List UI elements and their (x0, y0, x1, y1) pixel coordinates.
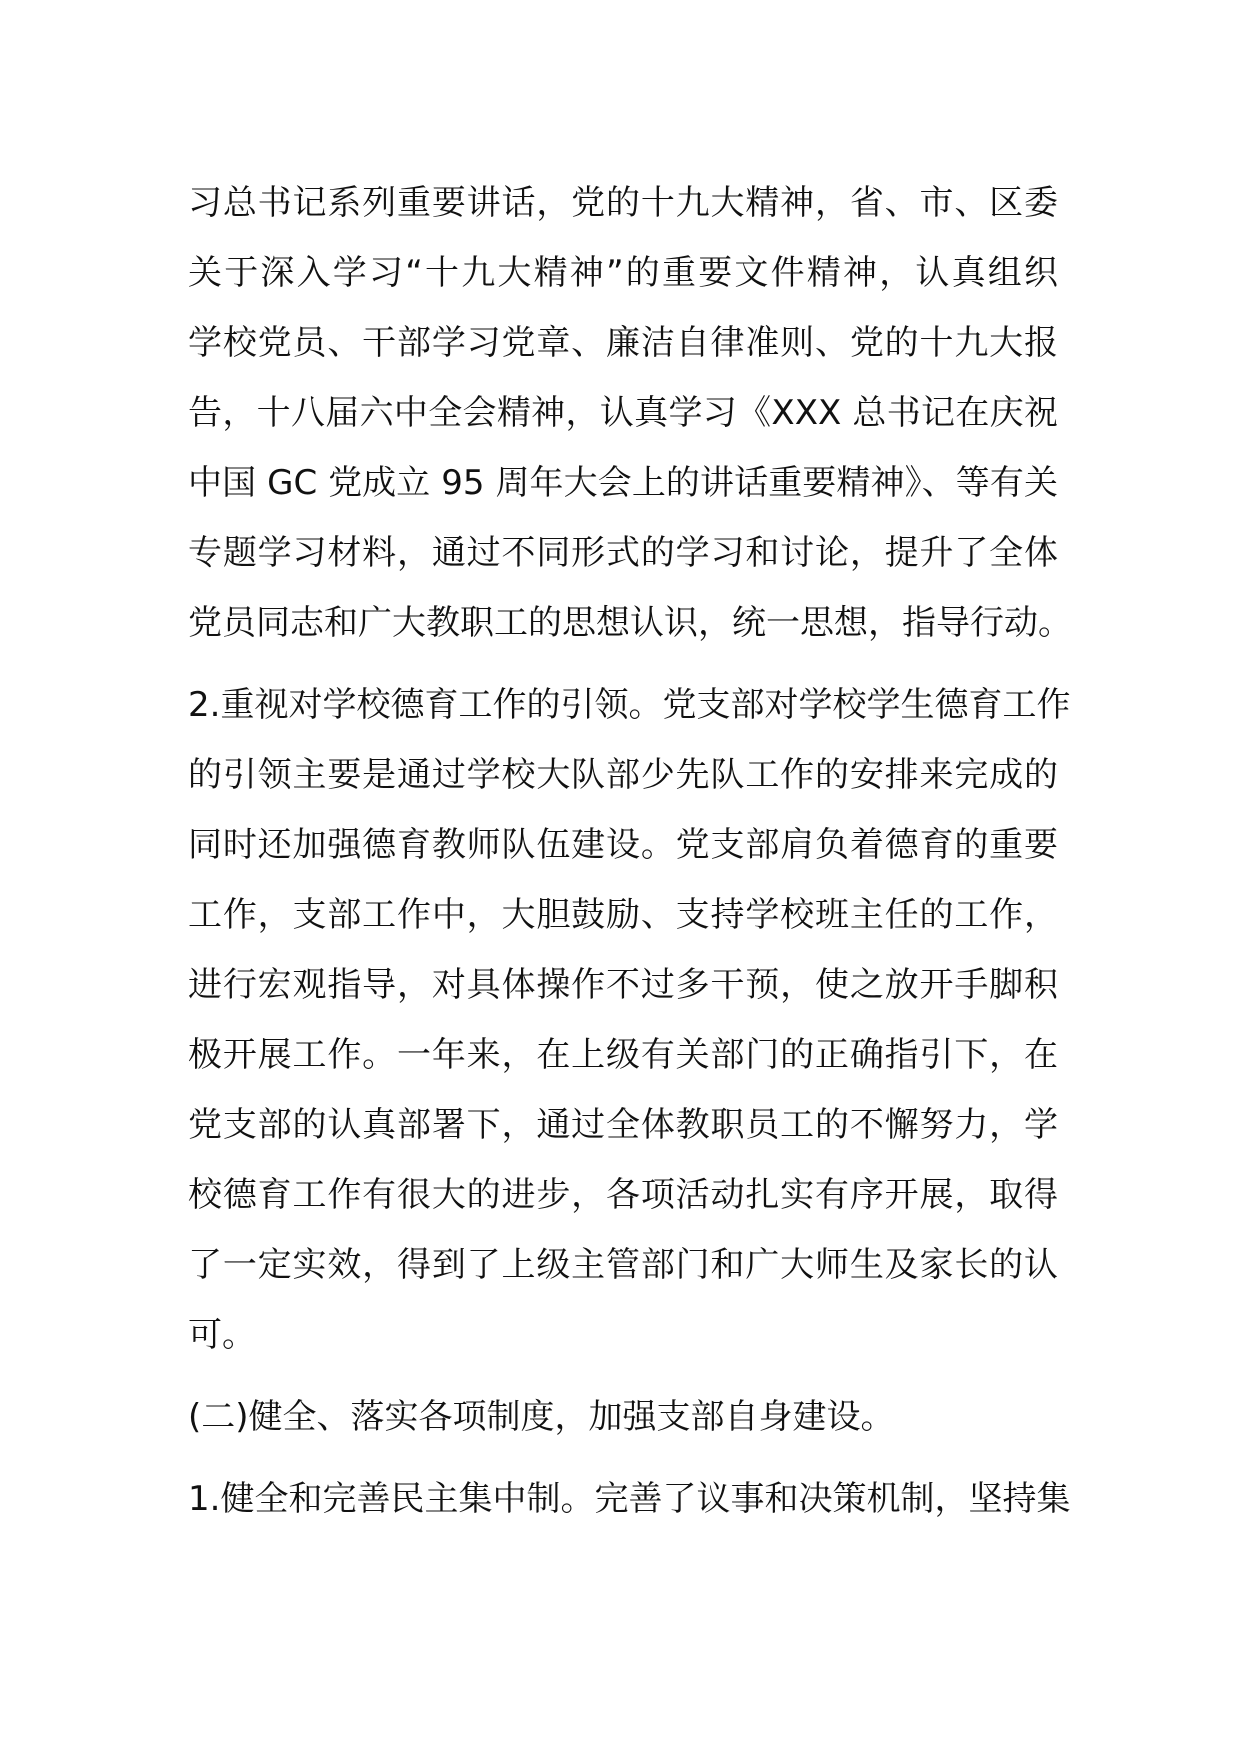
text-line: 工作，支部工作中，大胆鼓励、支持学校班主任的工作， (188, 895, 1058, 935)
text-line: 的引领主要是通过学校大队部少先队工作的安排来完成的 (188, 755, 1058, 795)
document-body (188, 168, 1072, 1534)
text-line: 习总书记系列重要讲话，党的十九大精神，省、市、区委 (188, 183, 1058, 223)
paragraph-moral-education (188, 670, 1071, 1370)
text-line: 1.健全和完善民主集中制。完善了议事和决策机制，坚持集 (188, 1479, 1071, 1519)
text-line: 关于深入学习“十九大精神”的重要文件精神，认真组织 (188, 253, 1058, 293)
text-line: 学校党员、干部学习党章、廉洁自律准则、党的十九大报 (188, 323, 1058, 363)
text-line: 中国 GC 党成立 95 周年大会上的讲话重要精神》、等有关 (188, 463, 1058, 503)
text-line: 2.重视对学校德育工作的引领。党支部对学校学生德育工作 (188, 685, 1071, 725)
text-line: 专题学习材料，通过不同形式的学习和讨论，提升了全体 (188, 533, 1058, 573)
section-heading-system-building (188, 1382, 1058, 1452)
text-line: 同时还加强德育教师队伍建设。党支部肩负着德育的重要 (188, 825, 1058, 865)
text-line: 进行宏观指导，对具体操作不过多干预，使之放开手脚积 (188, 965, 1058, 1005)
text-line: 校德育工作有很大的进步，各项活动扎实有序开展，取得 (188, 1175, 1058, 1215)
text-line: 党支部的认真部署下，通过全体教职员工的不懈努力，学 (188, 1105, 1058, 1145)
text-line: 告，十八届六中全会精神，认真学习《XXX 总书记在庆祝 (188, 393, 1058, 433)
heading-line: (二)健全、落实各项制度，加强支部自身建设。 (188, 1397, 895, 1437)
text-line: 极开展工作。一年来，在上级有关部门的正确指引下，在 (188, 1035, 1058, 1075)
paragraph-study-spirit (188, 168, 1072, 658)
paragraph-democratic-centralism (188, 1464, 1071, 1534)
text-line: 了一定实效，得到了上级主管部门和广大师生及家长的认 (188, 1245, 1058, 1285)
text-line: 党员同志和广大教职工的思想认识，统一思想，指导行动。 (188, 603, 1072, 643)
text-line: 可。 (188, 1315, 256, 1355)
